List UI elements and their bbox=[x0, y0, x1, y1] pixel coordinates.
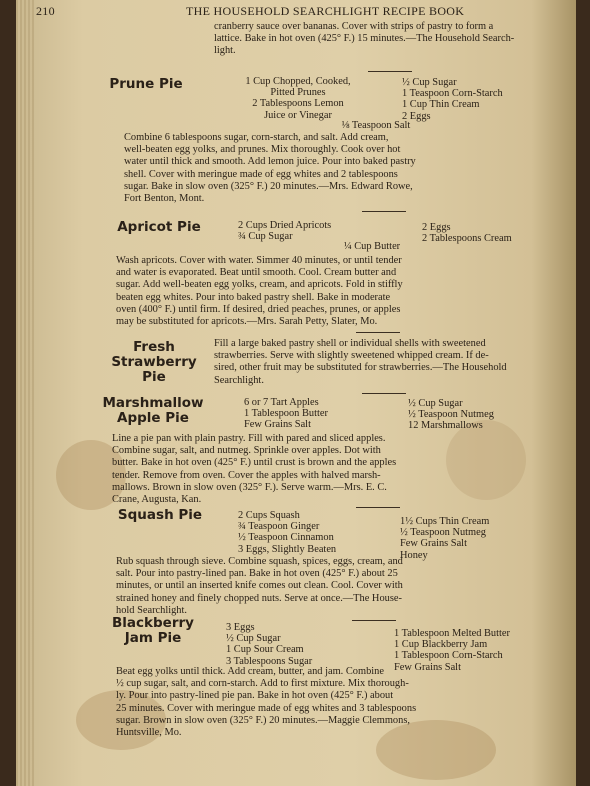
recipe-title-squash-pie: Squash Pie bbox=[117, 507, 203, 523]
recipe-method: Wash apricots. Cover with water. Simmer 40 minutes, or until tender and water is evaporated. Beat until smooth. Cool. Cream butter and sugar. Add well-beaten egg yolks, cream, and apricots. Fold in stiffly beaten egg whites. Pour into baked pastry shell. Bake in moderate oven (400° F.) until firm. If desired, dried peaches, prunes, or apples may be substituted for apricots.—Mrs. Sarah Petty, Slater, Mo. bbox=[116, 255, 403, 328]
book-title: THE HOUSEHOLD SEARCHLIGHT RECIPE BOOK bbox=[186, 4, 465, 18]
divider bbox=[362, 211, 406, 212]
recipe-method: Rub squash through sieve. Combine squash, spices, eggs, cream, and salt. Pour into pastry-lined pan. Bake in hot oven (425° F.) about 25 minutes, or until an inserted knife comes out clean. Cool. Cover with strained honey and finely chopped nuts. Serve at once.—The House- hold Searchlight. bbox=[116, 556, 403, 616]
divider bbox=[368, 71, 412, 72]
page-edge bbox=[16, 0, 34, 786]
ingredients-right: ½ Cup Sugar 1 Teaspoon Corn-Starch 1 Cup Thin Cream 2 Eggs bbox=[402, 77, 503, 122]
cookbook-page bbox=[16, 0, 576, 786]
recipe-title-prune-pie: Prune Pie bbox=[109, 76, 183, 92]
ingredients-left: 2 Cups Squash ¾ Teaspoon Ginger ½ Teaspoon Cinnamon 3 Eggs, Slightly Beaten bbox=[238, 510, 337, 555]
recipe-method: Combine 6 tablespoons sugar, corn-starch, and salt. Add cream, well-beaten egg yolks, and prunes. Mix thoroughly. Cook over hot water until thick and smooth. Add lemon juice. Pour into baked pastry shell. Cover with meringue made of egg whites and 2 tablespoons sugar. Bake in slow oven (325° F.) 20 minutes.—Mrs. Edward Rowe, Fort Benton, Mont. bbox=[124, 132, 416, 205]
ingredients-left: 6 or 7 Tart Apples 1 Tablespoon Butter Few Grains Salt bbox=[244, 397, 328, 431]
divider bbox=[362, 393, 406, 394]
recipe-title-fresh-strawberry-pie: Fresh Strawberry Pie bbox=[111, 339, 197, 385]
recipe-title-blackberry-jam-pie: Blackberry Jam Pie bbox=[112, 615, 194, 646]
ingredients-left: 1 Cup Chopped, Cooked, Pitted Prunes 2 Tablespoons Lemon Juice or Vinegar bbox=[245, 76, 351, 121]
ingredients-right: 1½ Cups Thin Cream ½ Teaspoon Nutmeg Few Grains Salt Honey bbox=[400, 516, 490, 561]
ingredients-right: ½ Cup Sugar ½ Teaspoon Nutmeg 12 Marshmallows bbox=[408, 398, 494, 432]
divider bbox=[356, 507, 400, 508]
ingredients-left: 3 Eggs ½ Cup Sugar 1 Cup Sour Cream 3 Tablespoons Sugar bbox=[226, 622, 313, 667]
recipe-title-apricot-pie: Apricot Pie bbox=[117, 219, 201, 235]
ingredients-right: 1 Tablespoon Melted Butter 1 Cup Blackberry Jam 1 Tablespoon Corn-Starch Few Grains Salt bbox=[394, 628, 510, 673]
recipe-title-marshmallow-apple-pie: Marshmallow Apple Pie bbox=[102, 395, 204, 426]
continuation-text: cranberry sauce over bananas. Cover with strips of pastry to form a lattice. Bake in hot oven (425° F.) 15 minutes.—The Household Search- light. bbox=[214, 21, 515, 57]
divider bbox=[352, 620, 396, 621]
ingredients-center: ⅛ Teaspoon Salt bbox=[341, 120, 411, 131]
divider bbox=[356, 332, 400, 333]
ingredients-left: 2 Cups Dried Apricots ¾ Cup Sugar bbox=[238, 220, 332, 243]
ingredients-center: ¼ Cup Butter bbox=[343, 241, 401, 252]
ingredients-right: 2 Eggs 2 Tablespoons Cream bbox=[422, 222, 512, 245]
page-number: 210 bbox=[36, 4, 55, 18]
recipe-method: Beat egg yolks until thick. Add cream, butter, and jam. Combine ½ cup sugar, salt, and corn-starch. Add to first mixture. Mix thorough- ly. Pour into pastry-lined pie pan. Bake in hot oven (425° F.) about 25 minutes. Cover with meringue made of egg whites and 3 tablespoons sugar. Brown in slow oven (325° F.) 20 minutes.—Maggie Clemmons, Huntsville, Mo. bbox=[116, 666, 417, 739]
recipe-method: Fill a large baked pastry shell or individual shells with sweetened strawberries. Serve with slightly sweetened whipped cream. If de- sired, other fruit may be substituted for strawberries.—The Household Searchlight. bbox=[214, 338, 507, 386]
recipe-method: Line a pie pan with plain pastry. Fill with pared and sliced apples. Combine sugar, salt, and nutmeg. Sprinkle over apples. Dot with butter. Bake in hot oven (425° F.) until crust is brown and the apples tender. Remove from oven. Cover the apples with halved marsh- mallows. Brown in slow oven (325° F.). Serve warm.—Mrs. E. C. Crane, Augusta, Kan. bbox=[112, 433, 397, 506]
